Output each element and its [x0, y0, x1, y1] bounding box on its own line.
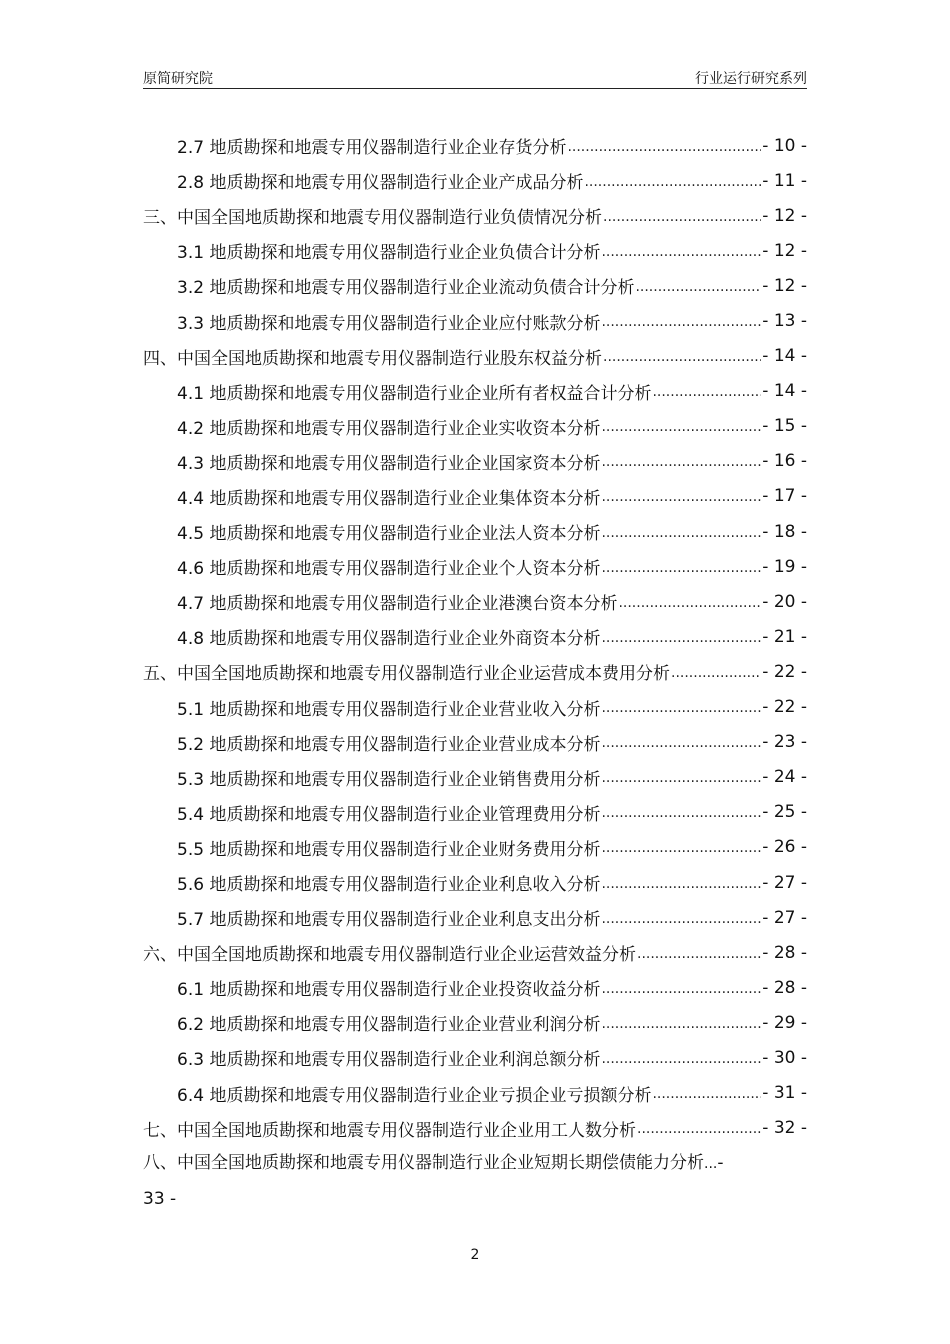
- toc-entry-label: 3.1 地质勘探和地震专用仪器制造行业企业负债合计分析: [177, 243, 601, 264]
- toc-dot-leader: [601, 627, 761, 647]
- toc-dot-leader: [618, 592, 761, 612]
- toc-entry-page: - 17 -: [762, 486, 807, 507]
- toc-entry-label: 5.1 地质勘探和地震专用仪器制造行业企业营业收入分析: [177, 699, 601, 720]
- toc-entry[interactable]: [143, 760, 807, 795]
- toc-entry[interactable]: [143, 339, 807, 374]
- toc-entry-label: 3.2 地质勘探和地震专用仪器制造行业企业流动负债合计分析: [177, 278, 635, 299]
- toc-entry-label: 6.1 地质勘探和地震专用仪器制造行业企业投资收益分析: [177, 980, 601, 1001]
- toc-dot-leader: [601, 451, 761, 471]
- toc-dot-leader: [637, 1118, 761, 1138]
- toc-entry-label: 5.5 地质勘探和地震专用仪器制造行业企业财务费用分析: [177, 839, 601, 860]
- toc-dot-leader: ...: [704, 1155, 718, 1172]
- toc-entry-page: - 29 -: [762, 1012, 807, 1033]
- toc-entry-page: - 28 -: [762, 942, 807, 963]
- toc-entry-page: - 27 -: [762, 907, 807, 928]
- page-header: [143, 66, 807, 89]
- toc-dot-leader: [601, 732, 761, 752]
- toc-entry-label: 4.8 地质勘探和地震专用仪器制造行业企业外商资本分析: [177, 629, 601, 650]
- toc-entry[interactable]: [143, 268, 807, 303]
- toc-entry-page: -: [717, 1152, 724, 1173]
- toc-entry-page: - 21 -: [762, 626, 807, 647]
- toc-entry-page: - 10 -: [762, 135, 807, 156]
- toc-entry-page: - 12 -: [762, 275, 807, 296]
- toc-entry[interactable]: [143, 303, 807, 338]
- toc-entry[interactable]: [143, 654, 807, 689]
- toc-entry[interactable]: [143, 1146, 807, 1217]
- toc-entry[interactable]: [143, 374, 807, 409]
- toc-entry-label: 4.3 地质勘探和地震专用仪器制造行业企业国家资本分析: [177, 453, 601, 474]
- toc-entry[interactable]: [143, 830, 807, 865]
- toc-entry-label: 6.3 地质勘探和地震专用仪器制造行业企业利润总额分析: [177, 1050, 601, 1071]
- toc-entry[interactable]: [143, 1005, 807, 1040]
- toc-entry-page: - 16 -: [762, 451, 807, 472]
- toc-entry-label: 5.3 地质勘探和地震专用仪器制造行业企业销售费用分析: [177, 769, 601, 790]
- table-of-contents: [143, 128, 807, 1217]
- toc-entry-page: - 31 -: [762, 1083, 807, 1104]
- toc-entry-label: 6.4 地质勘探和地震专用仪器制造行业企业亏损企业亏损额分析: [177, 1085, 652, 1106]
- toc-entry[interactable]: [143, 549, 807, 584]
- toc-dot-leader: [601, 873, 761, 893]
- toc-dot-leader: [652, 381, 761, 401]
- toc-entry[interactable]: [143, 619, 807, 654]
- toc-entry-page: - 30 -: [762, 1047, 807, 1068]
- toc-entry-label: 4.4 地质勘探和地震专用仪器制造行业企业集体资本分析: [177, 488, 601, 509]
- toc-entry-page: - 20 -: [762, 591, 807, 612]
- toc-entry[interactable]: [143, 584, 807, 619]
- toc-dot-leader: [601, 1048, 761, 1068]
- toc-entry[interactable]: [143, 479, 807, 514]
- toc-entry-page: - 22 -: [762, 697, 807, 718]
- toc-entry-page: - 18 -: [762, 521, 807, 542]
- toc-entry-label: 4.5 地质勘探和地震专用仪器制造行业企业法人资本分析: [177, 524, 601, 545]
- toc-dot-leader: [603, 206, 761, 226]
- toc-entry-label: 八、中国全国地质勘探和地震专用仪器制造行业企业短期长期偿债能力分析: [143, 1152, 704, 1173]
- toc-entry-page: - 12 -: [762, 205, 807, 226]
- toc-entry-label: 4.6 地质勘探和地震专用仪器制造行业企业个人资本分析: [177, 559, 601, 580]
- toc-entry-label: 四、中国全国地质勘探和地震专用仪器制造行业股东权益分析: [143, 348, 602, 369]
- toc-entry-label: 2.8 地质勘探和地震专用仪器制造行业企业产成品分析: [177, 173, 584, 194]
- toc-dot-leader: [601, 241, 761, 261]
- toc-entry-label: 4.1 地质勘探和地震专用仪器制造行业企业所有者权益合计分析: [177, 383, 652, 404]
- toc-entry[interactable]: [143, 1076, 807, 1111]
- toc-dot-leader: [671, 662, 761, 682]
- toc-dot-leader: [601, 522, 761, 542]
- toc-entry[interactable]: [143, 444, 807, 479]
- toc-entry[interactable]: [143, 795, 807, 830]
- toc-entry[interactable]: [143, 233, 807, 268]
- toc-entry-page: - 11 -: [762, 170, 807, 191]
- toc-entry-page: - 13 -: [762, 311, 807, 332]
- toc-entry-label: 六、中国全国地质勘探和地震专用仪器制造行业企业运营效益分析: [143, 945, 636, 966]
- toc-entry-label: 5.7 地质勘探和地震专用仪器制造行业企业利息支出分析: [177, 910, 601, 931]
- toc-entry-label: 6.2 地质勘探和地震专用仪器制造行业企业营业利润分析: [177, 1015, 601, 1036]
- toc-entry[interactable]: [143, 935, 807, 970]
- toc-dot-leader: [601, 978, 761, 998]
- toc-entry-page: - 22 -: [762, 661, 807, 682]
- toc-dot-leader: [601, 908, 761, 928]
- toc-dot-leader: [584, 171, 761, 191]
- toc-dot-leader: [601, 837, 761, 857]
- toc-entry-label: 5.6 地质勘探和地震专用仪器制造行业企业利息收入分析: [177, 875, 601, 896]
- toc-entry-page: - 14 -: [762, 381, 807, 402]
- toc-entry[interactable]: [143, 198, 807, 233]
- page-number: 2: [470, 1247, 480, 1263]
- toc-entry[interactable]: [143, 690, 807, 725]
- toc-entry-label: 3.3 地质勘探和地震专用仪器制造行业企业应付账款分析: [177, 313, 601, 334]
- toc-entry-page: - 32 -: [762, 1118, 807, 1139]
- toc-dot-leader: [635, 276, 761, 296]
- toc-entry-page: - 28 -: [762, 977, 807, 998]
- toc-entry[interactable]: [143, 900, 807, 935]
- toc-entry-label: 七、中国全国地质勘探和地震专用仪器制造行业企业用工人数分析: [143, 1120, 636, 1141]
- toc-dot-leader: [601, 767, 761, 787]
- toc-dot-leader: [601, 486, 761, 506]
- toc-entry-page: - 27 -: [762, 872, 807, 893]
- toc-entry-page: - 23 -: [762, 732, 807, 753]
- toc-dot-leader: [601, 311, 761, 331]
- toc-dot-leader: [601, 802, 761, 822]
- toc-entry-page: - 19 -: [762, 556, 807, 577]
- toc-dot-leader: [652, 1083, 761, 1103]
- toc-entry[interactable]: [143, 970, 807, 1005]
- toc-entry[interactable]: [143, 1040, 807, 1075]
- toc-entry[interactable]: [143, 514, 807, 549]
- toc-entry[interactable]: [143, 128, 807, 163]
- toc-entry[interactable]: [143, 865, 807, 900]
- toc-entry[interactable]: [143, 163, 807, 198]
- toc-entry-page: - 26 -: [762, 837, 807, 858]
- toc-dot-leader: [603, 346, 761, 366]
- toc-entry[interactable]: [143, 725, 807, 760]
- header-series-title: 行业运行研究系列: [695, 71, 807, 87]
- toc-entry-label: 五、中国全国地质勘探和地震专用仪器制造行业企业运营成本费用分析: [143, 664, 670, 685]
- toc-dot-leader: [637, 943, 761, 963]
- header-publisher: 原简研究院: [143, 71, 213, 87]
- toc-entry-label: 4.2 地质勘探和地震专用仪器制造行业企业实收资本分析: [177, 418, 601, 439]
- toc-entry-page: - 14 -: [762, 346, 807, 367]
- toc-entry-label: 5.4 地质勘探和地震专用仪器制造行业企业管理费用分析: [177, 804, 601, 825]
- toc-dot-leader: [567, 136, 761, 156]
- toc-entry-page: - 24 -: [762, 767, 807, 788]
- toc-entry-page: 33 -: [143, 1188, 177, 1209]
- toc-entry-label: 2.7 地质勘探和地震专用仪器制造行业企业存货分析: [177, 138, 567, 159]
- toc-entry-label: 4.7 地质勘探和地震专用仪器制造行业企业港澳台资本分析: [177, 594, 618, 615]
- toc-entry-page: - 15 -: [762, 416, 807, 437]
- toc-dot-leader: [601, 1013, 761, 1033]
- toc-entry-page: - 25 -: [762, 802, 807, 823]
- toc-entry[interactable]: [143, 409, 807, 444]
- toc-dot-leader: [601, 697, 761, 717]
- toc-dot-leader: [601, 557, 761, 577]
- toc-entry-label: 5.2 地质勘探和地震专用仪器制造行业企业营业成本分析: [177, 734, 601, 755]
- toc-entry[interactable]: [143, 1111, 807, 1146]
- toc-entry-label: 三、中国全国地质勘探和地震专用仪器制造行业负债情况分析: [143, 208, 602, 229]
- toc-dot-leader: [601, 416, 761, 436]
- toc-entry-page: - 12 -: [762, 240, 807, 261]
